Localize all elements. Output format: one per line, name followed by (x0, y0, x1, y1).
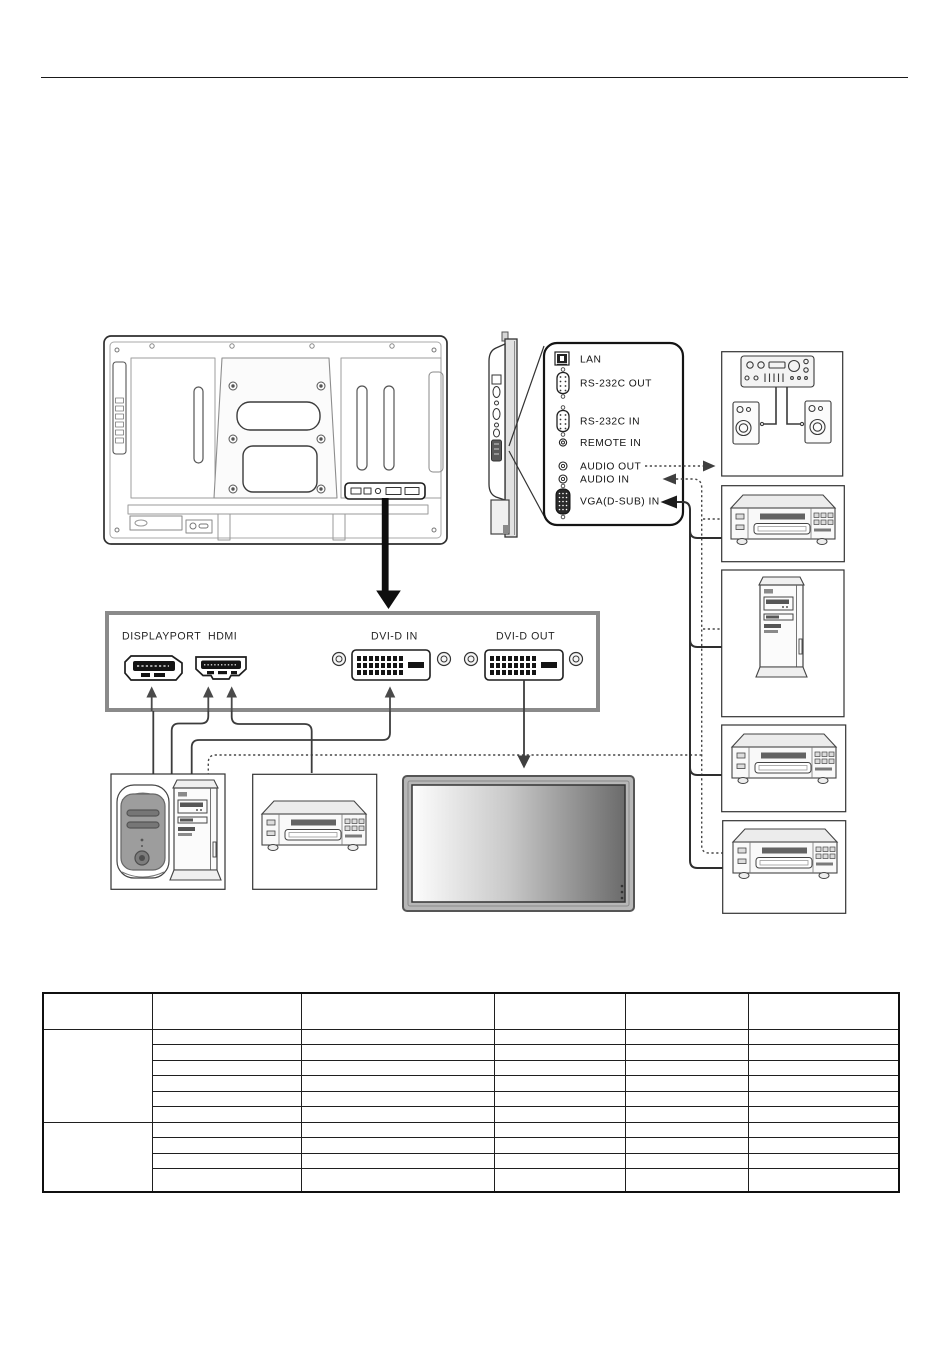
table-cell (494, 1138, 625, 1154)
table-header-cell (43, 993, 152, 1029)
table-cell (152, 1091, 301, 1107)
port-label-rs232c-out: RS-232C OUT (580, 378, 652, 390)
table-cell (301, 1138, 494, 1154)
table-cell (494, 1122, 625, 1138)
table-cell (625, 1045, 748, 1061)
bottom-ports-highlight (345, 483, 425, 499)
port-label-audio-out: AUDIO OUT (580, 461, 642, 473)
speaker-icon (733, 402, 759, 444)
table-row (43, 1076, 899, 1092)
table-cell (748, 1138, 899, 1154)
table-cell (625, 1091, 748, 1107)
table-cell (494, 1045, 625, 1061)
ports-callout (544, 343, 683, 525)
table-header-cell (301, 993, 494, 1029)
table-cell (748, 1060, 899, 1076)
port-label-lan: LAN (580, 354, 602, 366)
table-header-cell (625, 993, 748, 1029)
table-cell (301, 1169, 494, 1192)
audio-dotted-trunk (676, 479, 723, 853)
table-cell (301, 1091, 494, 1107)
table-cell (152, 1045, 301, 1061)
displayport-connector-icon (125, 656, 182, 680)
table-header-cell (748, 993, 899, 1029)
table-cell (625, 1107, 748, 1123)
table-cell (494, 1076, 625, 1092)
table-row (43, 1107, 899, 1123)
table-group-cell (43, 1029, 152, 1122)
table-cell (748, 1122, 899, 1138)
table-header-cell (152, 993, 301, 1029)
table-cell (748, 1045, 899, 1061)
monitor-back-view (104, 336, 447, 544)
table-cell (301, 1153, 494, 1169)
table-cell (152, 1076, 301, 1092)
connector-label-dvi-d-out: DVI-D OUT (496, 630, 556, 643)
table-row (43, 1091, 899, 1107)
table-cell (748, 1091, 899, 1107)
lan-port-icon (555, 352, 569, 365)
speaker-icon (805, 401, 831, 443)
table-cell (301, 1107, 494, 1123)
dvi-out-arrow-icon (518, 756, 531, 769)
side-terminal-strip (113, 362, 126, 454)
connector-label-hdmi: HDMI (208, 630, 238, 643)
table-row (43, 1060, 899, 1076)
table-row (43, 1122, 899, 1138)
table-cell (625, 1076, 748, 1092)
table-cell (494, 1169, 625, 1192)
audio-amplifier-with-speakers (733, 356, 831, 444)
hdmi-cable-2 (232, 711, 312, 773)
audio-dotted-to-computer (208, 755, 701, 774)
computer-tower (170, 780, 221, 880)
table-row (43, 1045, 899, 1061)
table-cell (494, 1091, 625, 1107)
table-cell (152, 1029, 301, 1045)
table-cell (152, 1107, 301, 1123)
table-cell (494, 1153, 625, 1169)
spec-table (42, 992, 900, 1193)
dvd-player (732, 734, 836, 784)
table-cell (625, 1153, 748, 1169)
audio-out-arrow-icon (703, 461, 716, 472)
table-cell (625, 1138, 748, 1154)
port-label-rs232c-in: RS-232C IN (580, 416, 641, 428)
hdmi-cable-1 (172, 711, 209, 774)
monitor-side-view (489, 332, 544, 537)
port-label-vga-in: VGA(D-SUB) IN (580, 496, 660, 508)
table-cell (748, 1076, 899, 1092)
hdmi-connector-icon (196, 657, 246, 679)
table-cell (748, 1107, 899, 1123)
table-cell (625, 1122, 748, 1138)
table-row (43, 1153, 899, 1169)
handle-cutout (237, 402, 320, 430)
table-cell (301, 1122, 494, 1138)
table-cell (748, 1029, 899, 1045)
table-cell (301, 1029, 494, 1045)
table-row (43, 1029, 899, 1045)
table-group-cell (43, 1122, 152, 1192)
table-row (43, 1169, 899, 1192)
dvd-player (731, 495, 835, 545)
table-row (43, 1138, 899, 1154)
table-cell (625, 1060, 748, 1076)
table-cell (625, 1169, 748, 1192)
table-header-row (43, 993, 899, 1029)
table-header-cell (494, 993, 625, 1029)
port-label-audio-in: AUDIO IN (580, 474, 630, 486)
mac-tower (117, 785, 169, 878)
table-cell (301, 1076, 494, 1092)
connector-label-displayport: DISPLAYPORT (122, 630, 202, 643)
external-display (403, 776, 634, 911)
table-cell (152, 1122, 301, 1138)
table-cell (301, 1060, 494, 1076)
computer-tower (756, 577, 807, 677)
table-cell (152, 1153, 301, 1169)
dvd-player (262, 801, 366, 851)
table-cell (152, 1138, 301, 1154)
table-cell (494, 1060, 625, 1076)
table-cell (152, 1169, 301, 1192)
connector-label-dvi-d-in: DVI-D IN (371, 630, 418, 643)
table-cell (748, 1153, 899, 1169)
table-cell (625, 1029, 748, 1045)
port-label-remote-in: REMOTE IN (580, 438, 642, 449)
vga-solid-trunk (677, 502, 723, 868)
dvi-in-cable (192, 711, 390, 774)
table-cell (494, 1029, 625, 1045)
handle-cutout (243, 446, 317, 492)
table-cell (494, 1107, 625, 1123)
table-cell (152, 1060, 301, 1076)
table-cell (748, 1169, 899, 1192)
table-cell (301, 1045, 494, 1061)
dvd-player (733, 829, 837, 879)
